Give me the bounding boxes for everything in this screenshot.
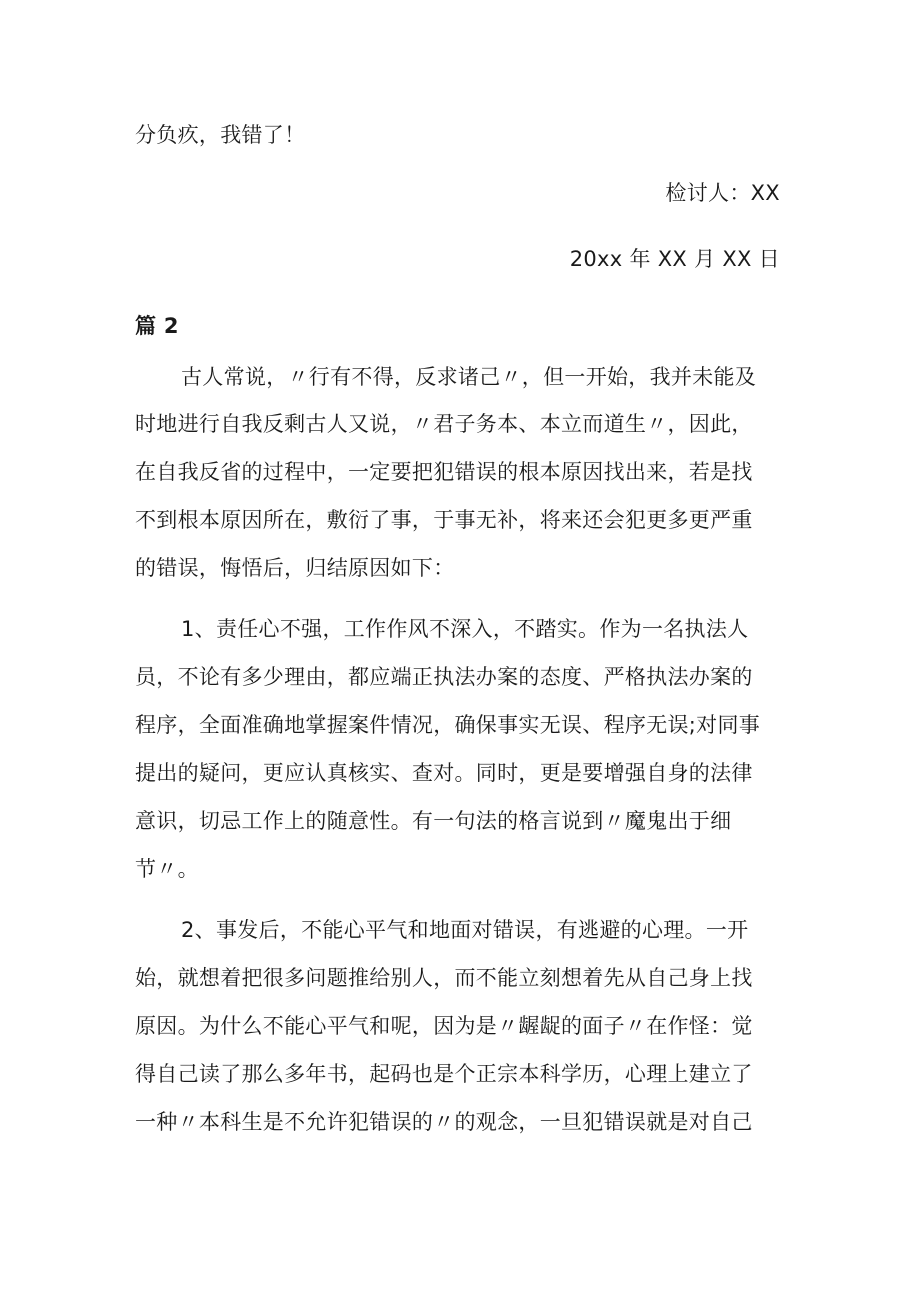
paragraph-line: 古人常说，〃行有不得，反求诸己〃，但一开始，我并未能及 bbox=[181, 365, 757, 389]
paragraph-line: 不到根本原因所在，敷衍了事，于事无补，将来还会犯更多更严重 bbox=[135, 508, 753, 532]
paragraph-line: 始，就想着把很多问题推给别人，而不能立刻想着先从自己身上找 bbox=[135, 966, 753, 990]
paragraph-line: 2、事发后，不能心平气和地面对错误，有逃避的心理。一开 bbox=[181, 918, 749, 942]
paragraph-line: 意识，切忌工作上的随意性。有一句法的格言说到〃魔鬼出于细 bbox=[135, 809, 732, 833]
signature-line: 检讨人：XX bbox=[665, 181, 780, 205]
paragraph-line: 1、责任心不强，工作作风不深入，不踏实。作为一名执法人 bbox=[181, 617, 749, 641]
paragraph-line: 员，不论有多少理由，都应端正执法办案的态度、严格执法办案的 bbox=[135, 665, 753, 689]
date-line: 20xx 年 XX 月 XX 日 bbox=[569, 247, 780, 271]
paragraph-line: 一种〃本科生是不允许犯错误的〃的观念，一旦犯错误就是对自己 bbox=[135, 1110, 753, 1134]
paragraph-line: 得自己读了那么多年书，起码也是个正宗本科学历，心理上建立了 bbox=[135, 1062, 753, 1086]
paragraph-line: 在自我反省的过程中，一定要把犯错误的根本原因找出来，若是找 bbox=[135, 460, 753, 484]
paragraph-line: 时地进行自我反剩古人又说，〃君子务本、本立而道生〃，因此， bbox=[135, 412, 753, 436]
paragraph-line: 程序，全面准确地掌握案件情况，确保事实无误、程序无误;对同事 bbox=[135, 713, 761, 737]
closing-line: 分负疚，我错了！ bbox=[135, 123, 306, 147]
paragraph-line: 提出的疑问，更应认真核实、查对。同时，更是要增强自身的法律 bbox=[135, 761, 753, 785]
paragraph-line: 原因。为什么不能心平气和呢，因为是〃龌龊的面子〃在作怪：觉 bbox=[135, 1014, 753, 1038]
section-title: 篇 2 bbox=[135, 314, 179, 338]
paragraph-line: 节〃。 bbox=[135, 857, 199, 881]
paragraph-line: 的错误，悔悟后，归结原因如下： bbox=[135, 556, 455, 580]
